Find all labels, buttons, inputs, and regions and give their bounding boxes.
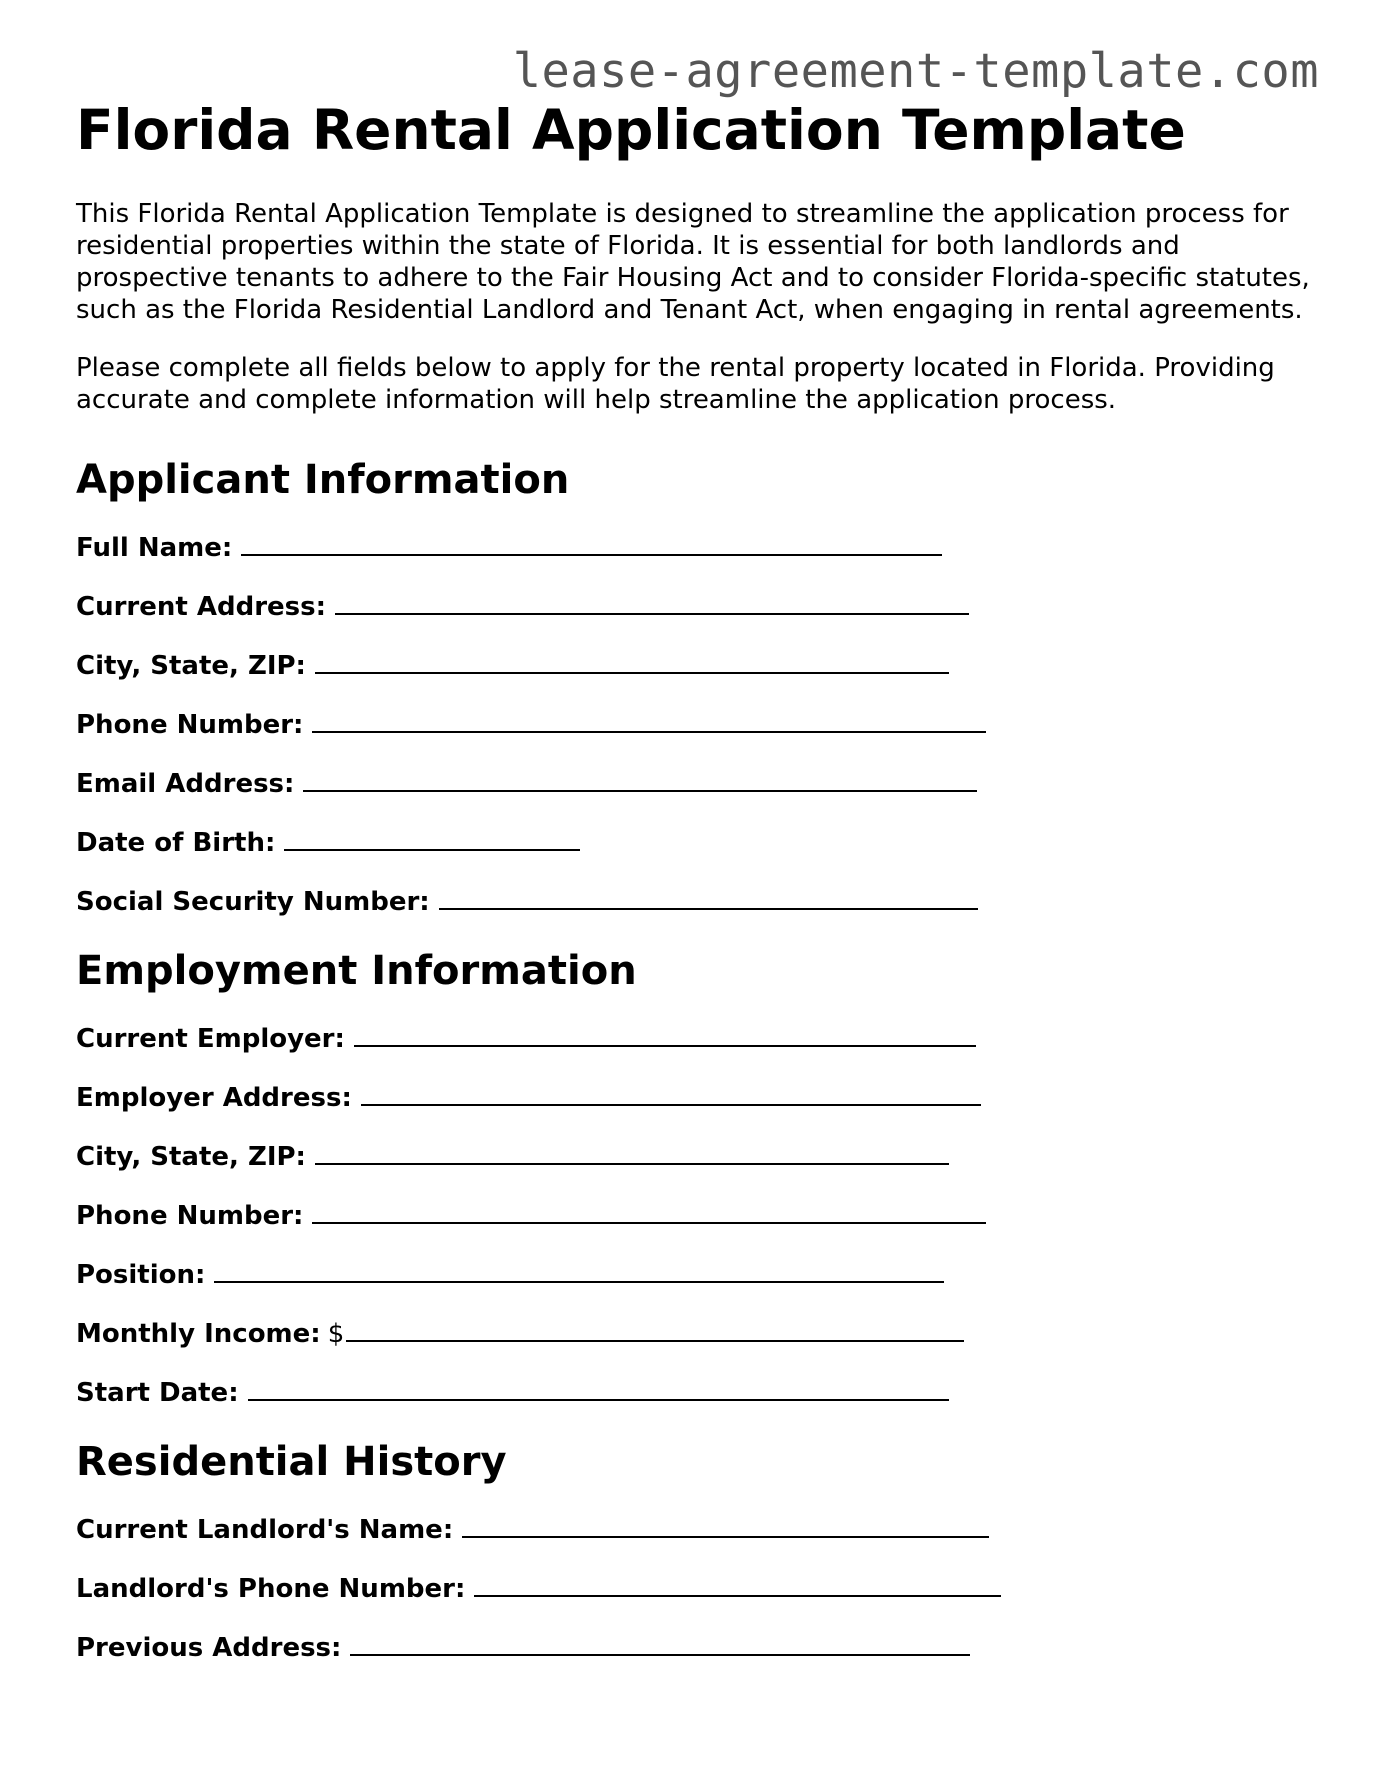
field-label: Date of Birth:: [76, 828, 276, 858]
field-label: Current Landlord's Name:: [76, 1515, 454, 1545]
landlord-phone-number-blank[interactable]: [474, 1595, 1001, 1597]
field-phone-number: [76, 681, 1316, 740]
field-label: City, State, ZIP:: [76, 1142, 306, 1172]
city-state-zip-blank[interactable]: [315, 672, 949, 674]
date-of-birth-blank[interactable]: [284, 849, 580, 851]
current-address-blank[interactable]: [335, 613, 969, 615]
field-label: Full Name:: [76, 533, 233, 563]
field-employer-address: [76, 1054, 1316, 1113]
field-monthly-income: [76, 1290, 1316, 1349]
site-watermark: lease-agreement-template.com: [512, 44, 1319, 99]
field-label: Social Security Number:: [76, 887, 430, 917]
field-current-landlord-name: [76, 1512, 1316, 1545]
previous-address-blank[interactable]: [350, 1654, 970, 1656]
field-label: Employer Address:: [76, 1083, 352, 1113]
employment-fields: [76, 1021, 1316, 1408]
applicant-fields: [76, 530, 1316, 917]
start-date-blank[interactable]: [248, 1399, 949, 1401]
field-current-address: [76, 563, 1316, 622]
field-city-state-zip: [76, 622, 1316, 681]
field-label: Position:: [76, 1260, 206, 1290]
field-landlord-phone-number: [76, 1545, 1316, 1604]
field-label: Start Date:: [76, 1378, 239, 1408]
section-heading-residential: Residential History: [76, 1439, 507, 1485]
field-date-of-birth: [76, 799, 1316, 858]
dollar-prefix: $: [327, 1319, 345, 1349]
field-label: Previous Address:: [76, 1633, 342, 1663]
full-name-blank[interactable]: [241, 554, 942, 556]
ssn-blank[interactable]: [439, 908, 978, 910]
intro-paragraph-1: This Florida Rental Application Template is designed to streamline the application process for residential properties within the state of Florida. It is essential for both landlords and prospective tenants to adhere to the Fair Housing Act and to consider Florida-specific statutes, such as the Florida Residential Landlord and Tenant Act, when engaging in rental agreements.: [76, 199, 1310, 325]
field-start-date: [76, 1349, 1316, 1408]
current-landlord-name-blank[interactable]: [462, 1536, 989, 1538]
field-label: Current Address:: [76, 592, 327, 622]
field-current-employer: [76, 1021, 1316, 1054]
field-email-address: [76, 740, 1316, 799]
employer-address-blank[interactable]: [361, 1104, 981, 1106]
field-previous-address: [76, 1604, 1316, 1663]
current-employer-blank[interactable]: [354, 1045, 976, 1047]
field-label: Current Employer:: [76, 1024, 345, 1054]
field-position: [76, 1231, 1316, 1290]
field-label: Landlord's Phone Number:: [76, 1574, 466, 1604]
field-label: Phone Number:: [76, 710, 304, 740]
field-label: City, State, ZIP:: [76, 651, 306, 681]
field-employer-phone-number: [76, 1172, 1316, 1231]
field-label: Phone Number:: [76, 1201, 304, 1231]
employer-city-state-zip-blank[interactable]: [315, 1163, 949, 1165]
employer-phone-number-blank[interactable]: [312, 1222, 986, 1224]
field-label: Monthly Income:: [76, 1319, 321, 1349]
position-blank[interactable]: [214, 1281, 944, 1283]
intro-paragraph-2: Please complete all fields below to apply for the rental property located in Florida. Providing accurate and complete information will help streamline the application process.: [76, 353, 1275, 415]
field-ssn: [76, 858, 1316, 917]
section-heading-applicant: Applicant Information: [76, 457, 570, 503]
phone-number-blank[interactable]: [312, 731, 986, 733]
email-address-blank[interactable]: [303, 790, 977, 792]
field-label: Email Address:: [76, 769, 295, 799]
section-heading-employment: Employment Information: [76, 948, 637, 994]
field-full-name: [76, 530, 1316, 563]
document-title: Florida Rental Application Template: [76, 98, 1186, 162]
monthly-income-blank[interactable]: [346, 1340, 964, 1342]
field-employer-city-state-zip: [76, 1113, 1316, 1172]
document-page: [76, 98, 1316, 1663]
residential-fields: [76, 1512, 1316, 1663]
